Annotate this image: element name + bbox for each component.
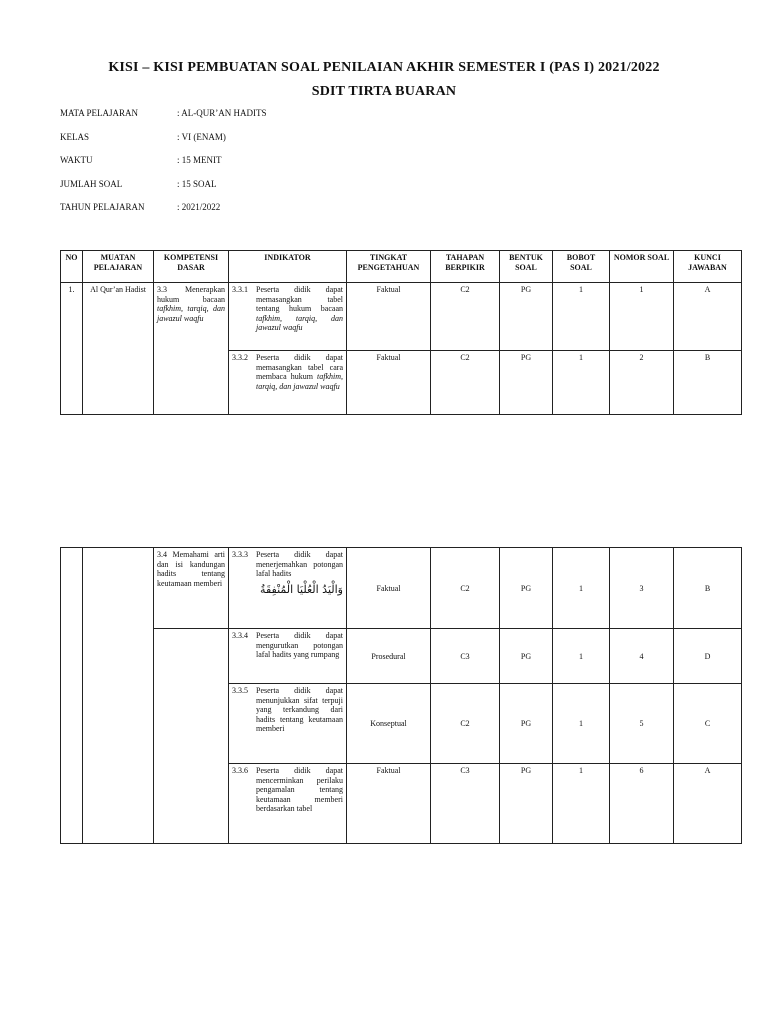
indikator-number: 3.3.6	[232, 766, 248, 775]
kompetensi-cell	[154, 283, 229, 415]
col-header-bentuk: BENTUK SOAL	[500, 251, 553, 283]
indikator-plain: Peserta didik dapat memasangkan tabel tentang hukum bacaan	[256, 285, 343, 314]
indikator-cell	[229, 548, 347, 629]
kunci-cell: D	[674, 629, 742, 684]
col-header-kunci: KUNCI JAWABAN	[674, 251, 742, 283]
nomor-cell: 2	[610, 351, 674, 415]
tahapan-cell: C3	[431, 629, 500, 684]
info-label: KELAS	[60, 131, 89, 142]
row-number: 1.	[61, 283, 83, 415]
indikator-italic: tafkhim, tarqiq, dan jawazul waqfu	[256, 313, 343, 333]
indikator-cell	[229, 629, 347, 684]
kompetensi-cell	[154, 629, 229, 844]
indikator-text: Peserta didik dapat mengurutkan potongan lafal hadits yang rumpang	[256, 631, 343, 660]
info-label: WAKTU	[60, 155, 93, 165]
kunci-cell: A	[674, 283, 742, 351]
tingkat-cell: Faktual	[347, 548, 431, 629]
bobot-cell: 1	[553, 684, 610, 764]
nomor-cell: 5	[610, 684, 674, 764]
indikator-plain: Peserta didik dapat memasangkan tabel cara membaca hukum	[256, 353, 343, 382]
col-header-no: NO	[61, 251, 83, 283]
bobot-cell: 1	[553, 548, 610, 629]
nomor-cell: 6	[610, 764, 674, 844]
bentuk-cell: PG	[500, 764, 553, 844]
nomor-cell: 1	[610, 283, 674, 351]
indikator-text: Peserta didik dapat menunjukkan sifat terpuji yang terkandung dari hadits tentang keutamaan memberi	[256, 686, 343, 734]
col-header-indikator: INDIKATOR	[229, 251, 347, 283]
col-header-muatan: MUATAN PELAJARAN	[83, 251, 154, 283]
info-value: : VI (ENAM)	[177, 131, 226, 142]
bentuk-cell: PG	[500, 283, 553, 351]
tingkat-cell: Faktual	[347, 764, 431, 844]
info-row-year	[60, 202, 267, 226]
indikator-number: 3.3.3	[232, 550, 248, 559]
tingkat-cell: Faktual	[347, 351, 431, 415]
bentuk-cell: PG	[500, 684, 553, 764]
grid-table-1	[60, 250, 742, 415]
kunci-cell: C	[674, 684, 742, 764]
col-header-kompetensi: KOMPETENSI DASAR	[154, 251, 229, 283]
indikator-text: Peserta didik dapat mencerminkan perilaku pengamalan tentang keutamaan memberi berdasarkan tabel	[256, 766, 343, 814]
kompetensi-cell: 3.4 Memahami arti dan isi kandungan hadits tentang keutamaan memberi	[154, 548, 229, 629]
bentuk-cell: PG	[500, 351, 553, 415]
bobot-cell: 1	[553, 283, 610, 351]
info-value: : 2021/2022	[177, 202, 221, 212]
info-label: JUMLAH SOAL	[60, 178, 123, 189]
kunci-cell: A	[674, 764, 742, 844]
table-header-row	[61, 251, 742, 283]
bobot-cell: 1	[553, 764, 610, 844]
bentuk-cell: PG	[500, 548, 553, 629]
info-row-count	[60, 179, 267, 203]
row-number	[61, 548, 83, 844]
indikator-number: 3.3.4	[232, 631, 248, 640]
indikator-number: 3.3.1	[232, 285, 248, 294]
indikator-cell	[229, 351, 347, 415]
table-row	[61, 548, 742, 629]
kunci-cell: B	[674, 351, 742, 415]
col-header-bobot: BOBOT SOAL	[553, 251, 610, 283]
tahapan-cell: C3	[431, 764, 500, 844]
indikator-italic: tafkhim, tarqiq, dan jawazul waqfu	[256, 372, 343, 391]
tahapan-cell: C2	[431, 548, 500, 629]
kompetensi-italic: tafkhim, tarqiq, dan jawazul waqfu	[157, 304, 225, 323]
tingkat-cell: Prosedural	[347, 629, 431, 684]
school-name: SDIT TIRTA BUARAN	[311, 84, 457, 99]
indikator-text: Peserta didik dapat menerjemahkan potongan lafal hadits	[256, 550, 343, 579]
kompetensi-text: 3.3 Menerapkan hukum bacaan	[157, 285, 225, 304]
info-block	[60, 108, 267, 226]
muatan-cell: Al Qur’an Hadist	[83, 283, 154, 415]
grid-table-2	[60, 547, 742, 844]
info-row-time	[60, 155, 267, 179]
table-row	[61, 283, 742, 351]
bobot-cell: 1	[553, 629, 610, 684]
bentuk-cell: PG	[500, 629, 553, 684]
indikator-number: 3.3.5	[232, 686, 248, 695]
indikator-cell	[229, 684, 347, 764]
tahapan-cell: C2	[431, 684, 500, 764]
kunci-cell: B	[674, 548, 742, 629]
info-row-subject	[60, 108, 267, 132]
indikator-cell	[229, 764, 347, 844]
tahapan-cell: C2	[431, 351, 500, 415]
table-row	[61, 629, 742, 684]
info-value: : AL-QUR’AN HADITS	[177, 108, 267, 118]
info-value: : 15 MENIT	[177, 155, 222, 165]
indikator-text	[256, 285, 343, 333]
info-label: MATA PELAJARAN	[60, 108, 139, 118]
info-label: TAHUN PELAJARAN	[60, 202, 145, 212]
indikator-cell	[229, 283, 347, 351]
tahapan-cell: C2	[431, 283, 500, 351]
muatan-cell	[83, 548, 154, 844]
nomor-cell: 3	[610, 548, 674, 629]
col-header-tingkat: TINGKAT PENGETAHUAN	[347, 251, 431, 283]
document-title: KISI – KISI PEMBUATAN SOAL PENILAIAN AKHIR SEMESTER I (PAS I) 2021/2022	[108, 60, 660, 75]
info-row-class	[60, 132, 267, 156]
arabic-hadith: وَالْيَدُ الْعُلْيَا الْمُنْفِقَةُ	[260, 582, 343, 596]
tingkat-cell: Faktual	[347, 283, 431, 351]
nomor-cell: 4	[610, 629, 674, 684]
tingkat-cell: Konseptual	[347, 684, 431, 764]
col-header-tahapan: TAHAPAN BERPIKIR	[431, 251, 500, 283]
bobot-cell: 1	[553, 351, 610, 415]
col-header-nomor: NOMOR SOAL	[610, 251, 674, 283]
info-value: : 15 SOAL	[177, 178, 217, 189]
indikator-text	[256, 353, 343, 391]
indikator-number: 3.3.2	[232, 353, 248, 362]
